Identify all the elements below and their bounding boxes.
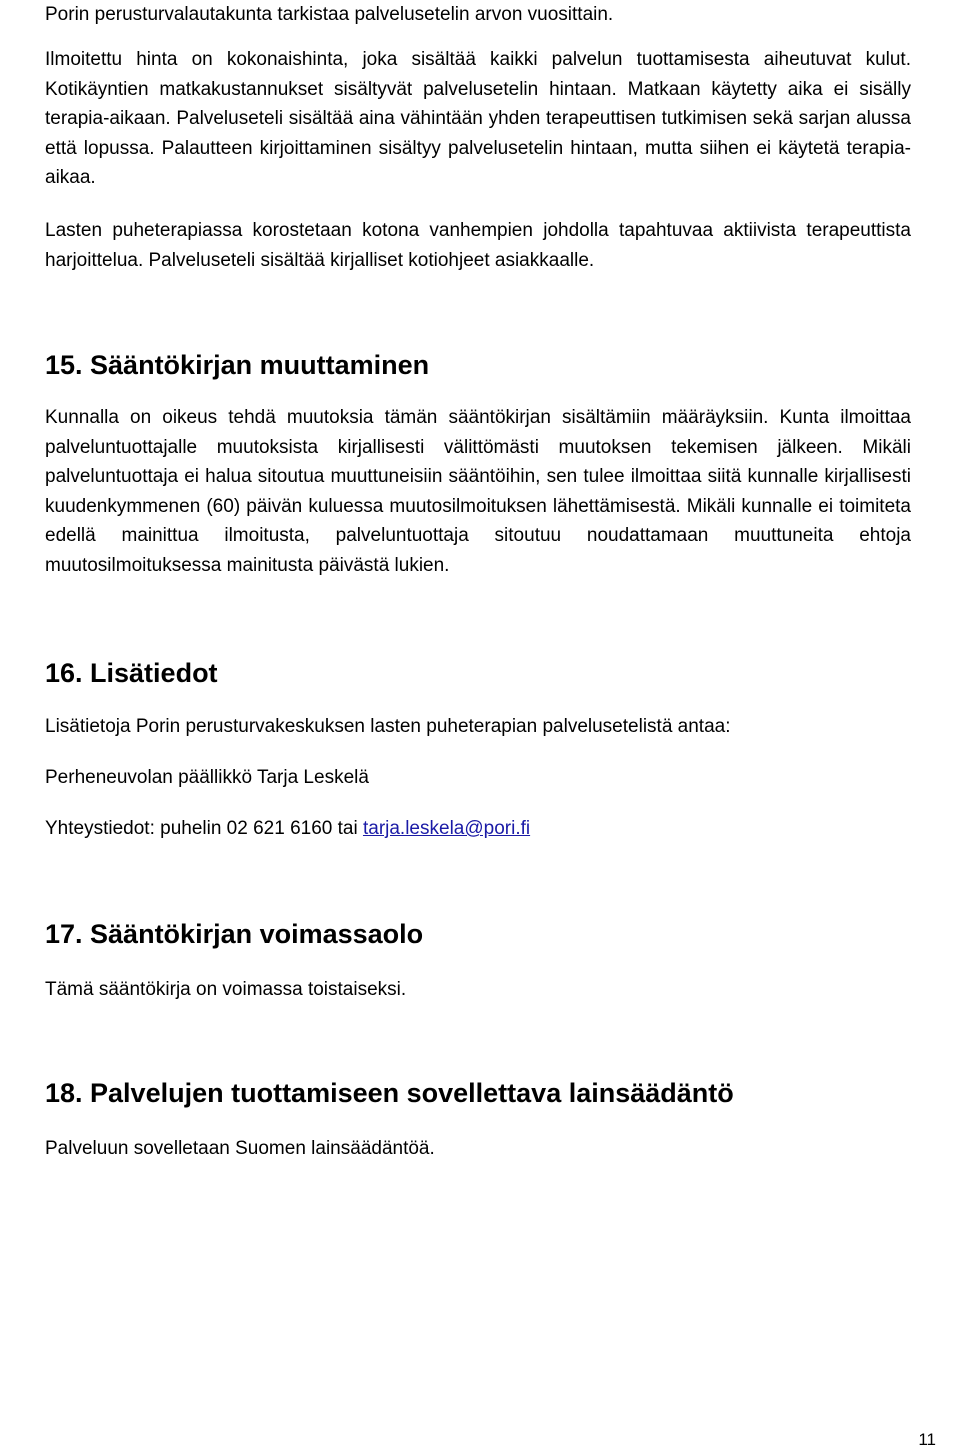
section-16-heading: 16. Lisätiedot — [45, 658, 218, 688]
section-15-body: Kunnalla on oikeus tehdä muutoksia tämän sääntökirjan sisältämiin määräyksiin. Kunta ilmoittaa palveluntuottajalle muutoksista kirjallisesti välittömästi muutoksen tekemisen jälkeen. Mikäli palveluntuottaja ei halua sitoutua muuttuneisiin sääntöihin, sen tulee ilmoittaa siitä kunnalle kirjallisesti kuudenkymmenen (60) päivän kuluessa muutosilmoituksen lähettämisestä. Mikäli kunnalle ei toimiteta edellä mainittua ilmoitusta, palveluntuottaja sitoutuu noudattamaan muuttuneita ehtoja muutosilmoituksessa mainitusta päivästä lukien. — [45, 407, 911, 576]
contact-prefix: Yhteystiedot: puhelin 02 621 6160 tai — [45, 818, 363, 839]
paragraph-home-practice: Lasten puheterapiassa korostetaan kotona vanhempien johdolla tapahtuvaa aktiivista terapeuttista harjoittelua. Palveluseteli sisältää kirjalliset kotiohjeet asiakkaalle. — [45, 220, 911, 271]
section-16-intro: Lisätietoja Porin perusturvakeskuksen lasten puheterapian palvelusetelistä antaa: — [45, 716, 731, 737]
contact-person: Perheneuvolan päällikkö Tarja Leskelä — [45, 767, 369, 788]
section-15-heading: 15. Sääntökirjan muuttaminen — [45, 350, 430, 380]
paragraph-price-review: Porin perusturvalautakunta tarkistaa palvelusetelin arvon vuosittain. — [45, 4, 614, 25]
email-link[interactable]: tarja.leskela@pori.fi — [362, 818, 531, 839]
contact-details — [45, 814, 530, 844]
section-17-heading: 17. Sääntökirjan voimassaolo — [45, 919, 424, 949]
section-18-heading: 18. Palvelujen tuottamiseen sovellettava lainsäädäntö — [45, 1078, 734, 1108]
section-17-body: Tämä sääntökirja on voimassa toistaiseksi. — [45, 979, 407, 1000]
section-18-body: Palveluun sovelletaan Suomen lainsäädäntöä. — [45, 1138, 435, 1159]
paragraph-price-details: Ilmoitettu hinta on kokonaishinta, joka sisältää kaikki palvelun tuottamisesta aiheutuvat kulut. Kotikäyntien matkakustannukset sisältyvät palvelusetelin hintaan. Matkaan käytetty aika ei sisälly terapia-aikaan. Palveluseteli sisältää aina vähintään yhden terapeuttisen tutkimisen sekä sarjan alussa että lopussa. Palautteen kirjoittaminen sisältyy palvelusetelin hintaan, mutta siihen ei käytetä terapia-aikaa. — [45, 49, 911, 188]
page-number: 11 — [918, 1430, 936, 1449]
